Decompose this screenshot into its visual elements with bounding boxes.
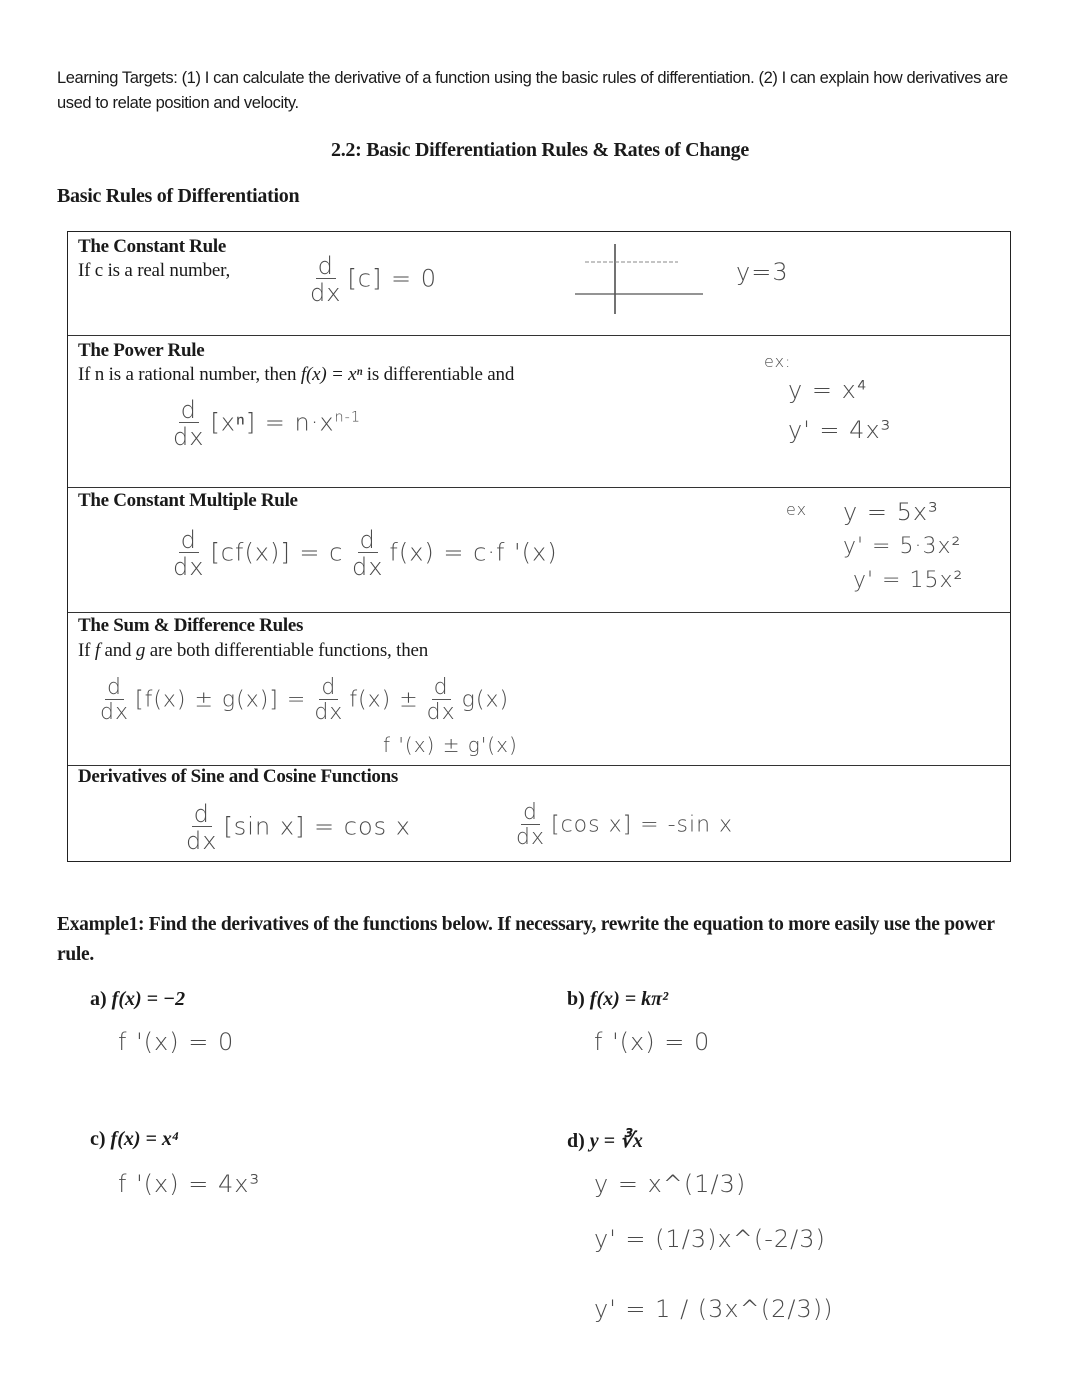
rules-table bbox=[67, 231, 1011, 862]
problem-d: d) y = ∛x bbox=[567, 1130, 643, 1152]
handwritten-graph-label: y=3 bbox=[736, 258, 789, 286]
handwritten-answer-d-line2: y' = (1/3)x^(-2/3) bbox=[594, 1225, 826, 1253]
rule-name: The Sum & Difference Rules bbox=[78, 615, 304, 636]
handwritten-answer-b: f '(x) = 0 bbox=[594, 1028, 711, 1056]
handwritten-answer-d-line1: y = x^(1/3) bbox=[594, 1170, 747, 1198]
handwritten-example-line: y' = 15x² bbox=[853, 568, 964, 593]
rule-row-constant-multiple bbox=[68, 488, 1010, 613]
rule-text: If n is a rational number, then f(x) = xⁿ is differentiable and bbox=[78, 364, 515, 385]
handwritten-example-label: ex bbox=[786, 500, 808, 519]
rule-row-constant bbox=[68, 232, 1010, 336]
handwritten-answer-c: f '(x) = 4x³ bbox=[118, 1170, 261, 1198]
section-heading: Basic Rules of Differentiation bbox=[57, 185, 300, 207]
handwritten-example-line: y' = 4x³ bbox=[788, 416, 892, 444]
handwritten-sine-derivative: $\frac{d}{dx}$ [sin x] = cos x bbox=[186, 800, 411, 855]
handwritten-example-line: y' = 5·3x² bbox=[843, 534, 962, 559]
horizontal-line-graph-icon bbox=[573, 242, 713, 317]
problem-b: b) f(x) = kπ² bbox=[567, 988, 669, 1010]
rule-text: If c is a real number, bbox=[78, 260, 231, 281]
handwritten-sum-result: f '(x) ± g'(x) bbox=[383, 733, 518, 757]
rule-name: The Constant Multiple Rule bbox=[78, 490, 298, 511]
handwritten-answer-a: f '(x) = 0 bbox=[118, 1028, 235, 1056]
handwritten-example-line: y = 5x³ bbox=[843, 498, 939, 526]
rule-row-sine-cosine bbox=[68, 766, 1010, 863]
rule-row-power bbox=[68, 336, 1010, 488]
handwritten-example-label: ex: bbox=[764, 352, 792, 371]
rule-text: If f and g are both differentiable functions, then bbox=[78, 640, 429, 661]
example1-heading: Example1: Find the derivatives of the functions below. If necessary, rewrite the equation to more easily use the power rule. bbox=[57, 914, 995, 965]
problem-c: c) f(x) = x⁴ bbox=[90, 1128, 179, 1150]
handwritten-sum-formula: $\frac{d}{dx}$ [f(x) ± g(x)] = $\frac{d}{dx}$ f(x) ± $\frac{d}{dx}$ g(x) bbox=[100, 675, 510, 725]
handwritten-constant-formula: $\frac{d}{dx}$ [c] = 0 bbox=[310, 252, 437, 307]
handwritten-power-formula: $\frac{d}{dx}$ $[x^n] = n\cdot x^{n-1}$ bbox=[173, 396, 362, 451]
problem-a: a) f(x) = −2 bbox=[90, 988, 186, 1010]
handwritten-answer-d-line3: y' = 1 / (3x^(2/3)) bbox=[594, 1295, 834, 1323]
rule-name: The Power Rule bbox=[78, 340, 205, 361]
rule-name: Derivatives of Sine and Cosine Functions bbox=[78, 766, 398, 787]
rule-name: The Constant Rule bbox=[78, 236, 226, 257]
handwritten-constant-multiple-formula: $\frac{d}{dx}$ [cf(x)] = c $\frac{d}{dx}$ f(x) = c·f '(x) bbox=[173, 526, 558, 581]
rule-row-sum-difference bbox=[68, 613, 1010, 766]
handwritten-example-line: y = x⁴ bbox=[788, 376, 868, 404]
handwritten-cosine-derivative: $\frac{d}{dx}$ [cos x] = -sin x bbox=[516, 800, 734, 850]
learning-targets: Learning Targets: (1) I can calculate the derivative of a function using the basic rules of differentiation. (2) I can explain how derivatives are used to relate position and velocity. bbox=[57, 69, 1008, 112]
page-title: 2.2: Basic Differentiation Rules & Rates of Change bbox=[331, 139, 749, 161]
